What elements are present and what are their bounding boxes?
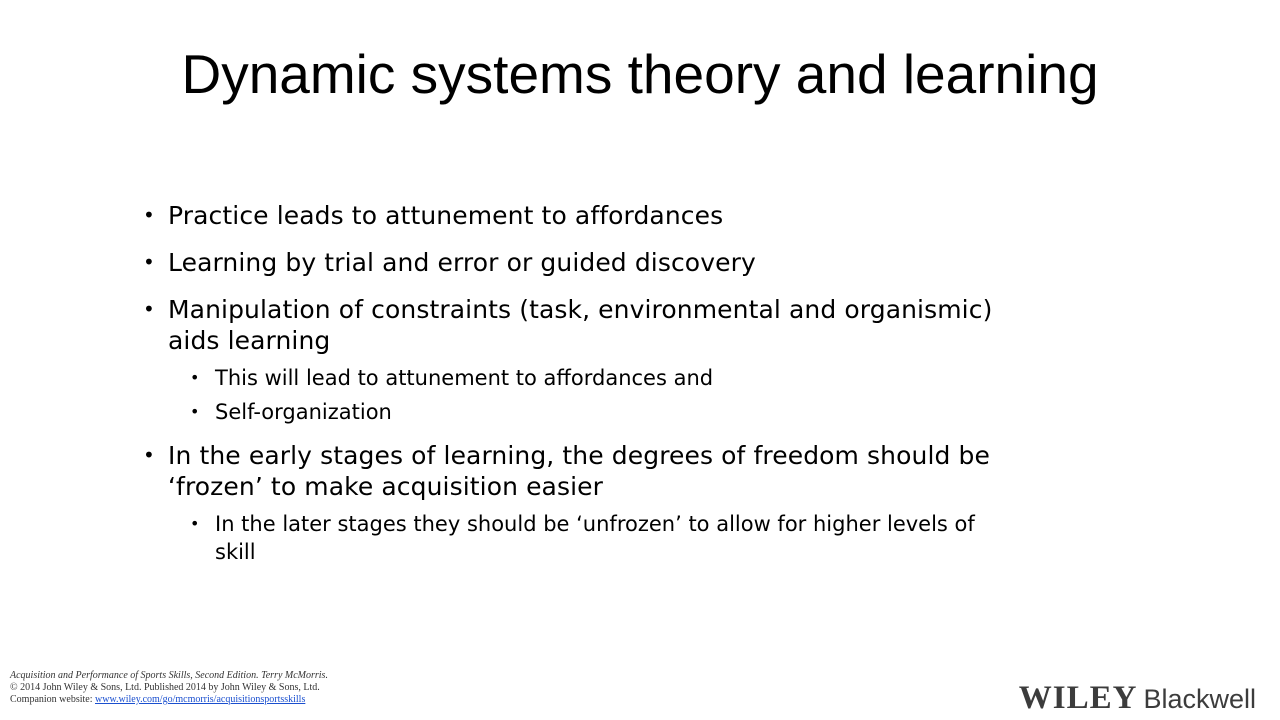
sub-bullet-text: In the later stages they should be ‘unfrozen’ to allow for higher levels of skill — [215, 512, 975, 564]
sub-bullet-icon: • — [190, 368, 200, 387]
bullet-item — [140, 247, 1020, 278]
footer-website-link[interactable]: www.wiley.com/go/mcmorris/acquisitionsportsskills — [95, 694, 306, 705]
footer-website-label: Companion website: — [10, 694, 93, 705]
bullet-icon: • — [143, 250, 155, 274]
slide-title: Dynamic systems theory and learning — [181, 43, 1099, 105]
sub-bullet-item — [187, 510, 1020, 566]
bullet-text: Manipulation of constraints (task, environmental and organismic) aids learning — [168, 295, 993, 355]
footer-copyright: © 2014 John Wiley & Sons, Ltd. Published 2014 by John Wiley & Sons, Ltd. — [10, 682, 320, 693]
bullet-text: Practice leads to attunement to affordances — [168, 201, 724, 230]
bullet-icon: • — [143, 203, 155, 227]
bullet-text: In the early stages of learning, the degrees of freedom should be ‘frozen’ to make acquisition easier — [168, 441, 990, 501]
sub-bullet-text: Self-organization — [215, 400, 392, 424]
bullet-icon: • — [143, 443, 155, 467]
bullet-icon: • — [143, 297, 155, 321]
bullet-text: Learning by trial and error or guided discovery — [168, 248, 756, 277]
wiley-blackwell-logo — [1019, 680, 1256, 716]
sub-bullet-text: This will lead to attunement to affordances and — [215, 366, 714, 390]
bullet-list — [140, 200, 1020, 580]
logo-blackwell: Blackwell — [1143, 684, 1256, 714]
sub-bullet-icon: • — [190, 514, 200, 533]
sub-bullet-icon: • — [190, 402, 200, 421]
footer-book: Acquisition and Performance of Sports Skills, Second Edition. Terry McMorris. — [10, 670, 328, 681]
footer-website — [10, 694, 328, 706]
bullet-item — [140, 200, 1020, 231]
bullet-item — [140, 294, 1020, 356]
footer-citation — [10, 670, 328, 706]
sub-bullet-item — [187, 364, 1020, 392]
bullet-item — [140, 440, 1020, 502]
logo-wiley: WILEY — [1018, 680, 1138, 716]
sub-bullet-item — [187, 398, 1020, 426]
